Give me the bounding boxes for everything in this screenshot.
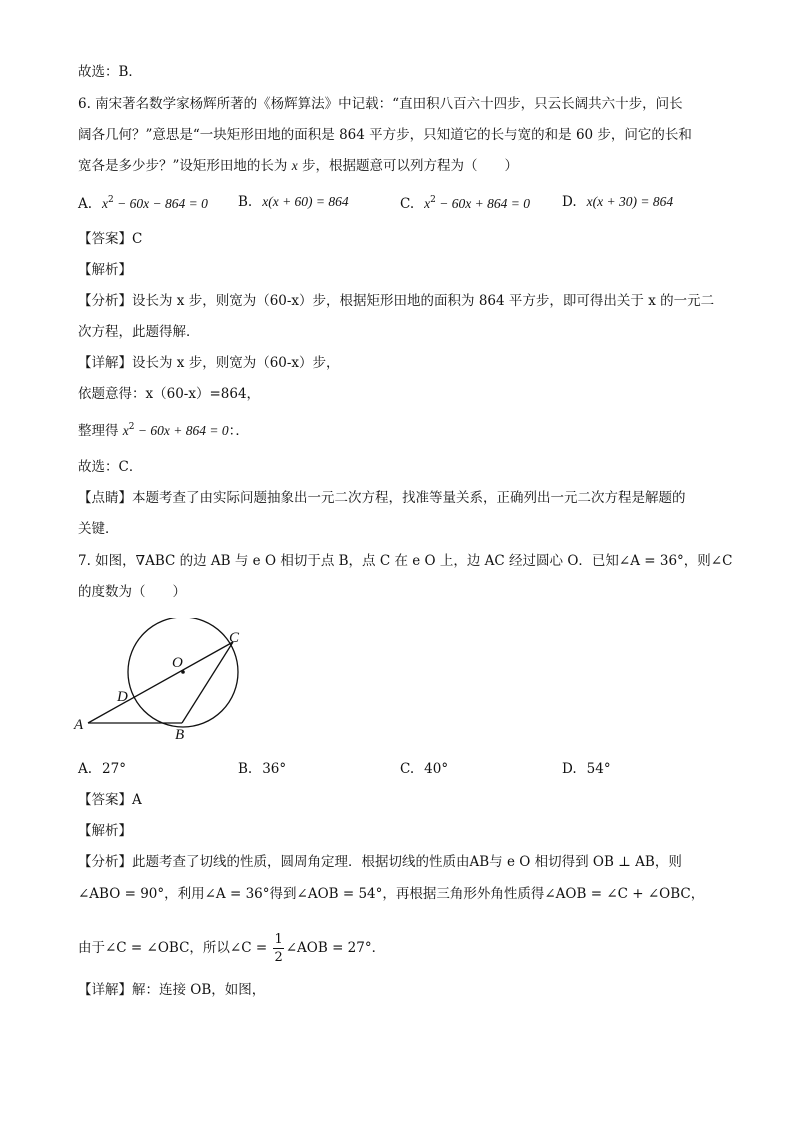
option-key: D. [562, 761, 577, 777]
label-b: B [175, 727, 185, 743]
q6-fenxi-line-2: 次方程，此题得解． [78, 324, 200, 340]
option-superscript: 2 [108, 195, 114, 205]
q6-stem-text-end: 步，根据题意可以列方程为（ ） [297, 158, 518, 174]
segment-bc [182, 642, 233, 723]
option-math: x(x + 60) = 864 [262, 194, 349, 209]
option-text: 27° [102, 761, 126, 777]
q6-stem-line-1: 6. 南宋著名数学家杨辉所著的《杨辉算法》中记载：“直田积八百六十四步，只云长阔共六十步，问长 [78, 96, 683, 112]
q6-option-a [78, 194, 208, 214]
q7-geometry-figure [70, 618, 260, 748]
option-key: C. [400, 761, 415, 777]
option-math: x(x + 30) = 864 [586, 194, 674, 209]
label-o: O [172, 655, 183, 671]
q7-option-d [562, 759, 611, 779]
q7-fenxi-line-2: ∠ABO = 90°，利用∠A = 36°得到∠AOB = 54°，再根据三角形外角性质得∠AOB = ∠C + ∠OBC， [78, 886, 705, 902]
q6-dianjing-line-1: 【点睛】本题考查了由实际问题抽象出一元二次方程，找准等量关系，正确列出一元二次方程是解题的 [78, 490, 686, 506]
q6-option-d [562, 192, 673, 212]
math-rest: − 60x + 864 = 0 [134, 423, 229, 438]
option-key: C. [400, 196, 415, 212]
label-d: D [117, 689, 128, 705]
option-math-rest: − 60x + 864 = 0 [435, 196, 530, 211]
fraction-numerator: 1 [274, 932, 283, 947]
q6-stem-text: 宽各是多少步？”设矩形田地的长为 [78, 158, 292, 174]
q6-choose: 故选：C． [78, 459, 143, 475]
q6-stem-line-3 [78, 156, 518, 176]
superscript: 2 [128, 422, 135, 432]
option-math-rest: − 60x − 864 = 0 [113, 196, 208, 211]
segment-ac [88, 642, 233, 723]
q6-option-c [400, 194, 530, 214]
label-a: A [74, 717, 84, 733]
math: x [122, 423, 129, 438]
q7-answer: 【答案】A [78, 792, 142, 808]
q6-option-b [238, 192, 349, 212]
fraction-one-half [273, 931, 283, 966]
q6-xiangjie-line-3 [78, 421, 249, 441]
q6-analysis-heading: 【解析】 [78, 262, 132, 278]
option-key: B. [238, 761, 253, 777]
option-key: A. [78, 761, 93, 777]
option-superscript: 2 [430, 195, 436, 205]
text-end: ：． [228, 423, 249, 439]
q7-option-b [238, 759, 286, 779]
label-c: C [229, 630, 240, 646]
q7-option-a [78, 759, 126, 779]
option-text: 36° [262, 761, 287, 777]
option-math: x [102, 196, 109, 211]
q6-xiangjie-line-1: 【详解】设长为 x 步，则宽为（60-x）步， [78, 355, 340, 371]
text: 由于∠C = ∠OBC，所以∠C = [78, 940, 272, 956]
option-math: x [424, 196, 431, 211]
q7-analysis-heading: 【解析】 [78, 823, 132, 839]
option-text: 54° [586, 761, 611, 777]
option-key: A. [78, 196, 93, 212]
q6-fenxi-line-1: 【分析】设长为 x 步，则宽为（60-x）步，根据矩形田地的面积为 864 平方步，即可得出关于 x 的一元二 [78, 293, 715, 309]
previous-answer-line: 故选：B． [78, 64, 142, 80]
option-key: D. [562, 194, 577, 210]
fraction-denominator: 2 [274, 950, 283, 965]
q7-option-c [400, 759, 448, 779]
option-key: B. [238, 194, 253, 210]
q6-answer: 【答案】C [78, 231, 143, 247]
q7-xiangjie-line-1: 【详解】解：连接 OB，如图， [78, 982, 266, 998]
q7-stem-line-2: 的度数为（ ） [78, 584, 186, 600]
q6-stem-variable: x [291, 158, 298, 173]
q7-stem-line-1: 7. 如图，∇ABC 的边 AB 与 e O 相切于点 B，点 C 在 e O 上，边 AC 经过圆心 O．已知∠A = 36°，则∠C [78, 553, 733, 569]
q6-stem-line-2: 阔各几何？”意思是“一块矩形田地的面积是 864 平方步，只知道它的长与宽的和是 60 步，问它的长和 [78, 127, 692, 143]
text: 整理得 [78, 423, 123, 439]
q7-fenxi-line-3 [78, 931, 385, 966]
q6-dianjing-line-2: 关键． [78, 521, 119, 537]
text-end: ∠AOB = 27°． [285, 940, 386, 956]
q7-fenxi-line-1: 【分析】此题考查了切线的性质，圆周角定理．根据切线的性质由AB与 e O 相切得到 OB ⊥ AB，则 [78, 854, 682, 870]
option-text: 40° [424, 761, 449, 777]
q6-xiangjie-line-2: 依题意得：x（60-x）=864， [78, 386, 261, 402]
